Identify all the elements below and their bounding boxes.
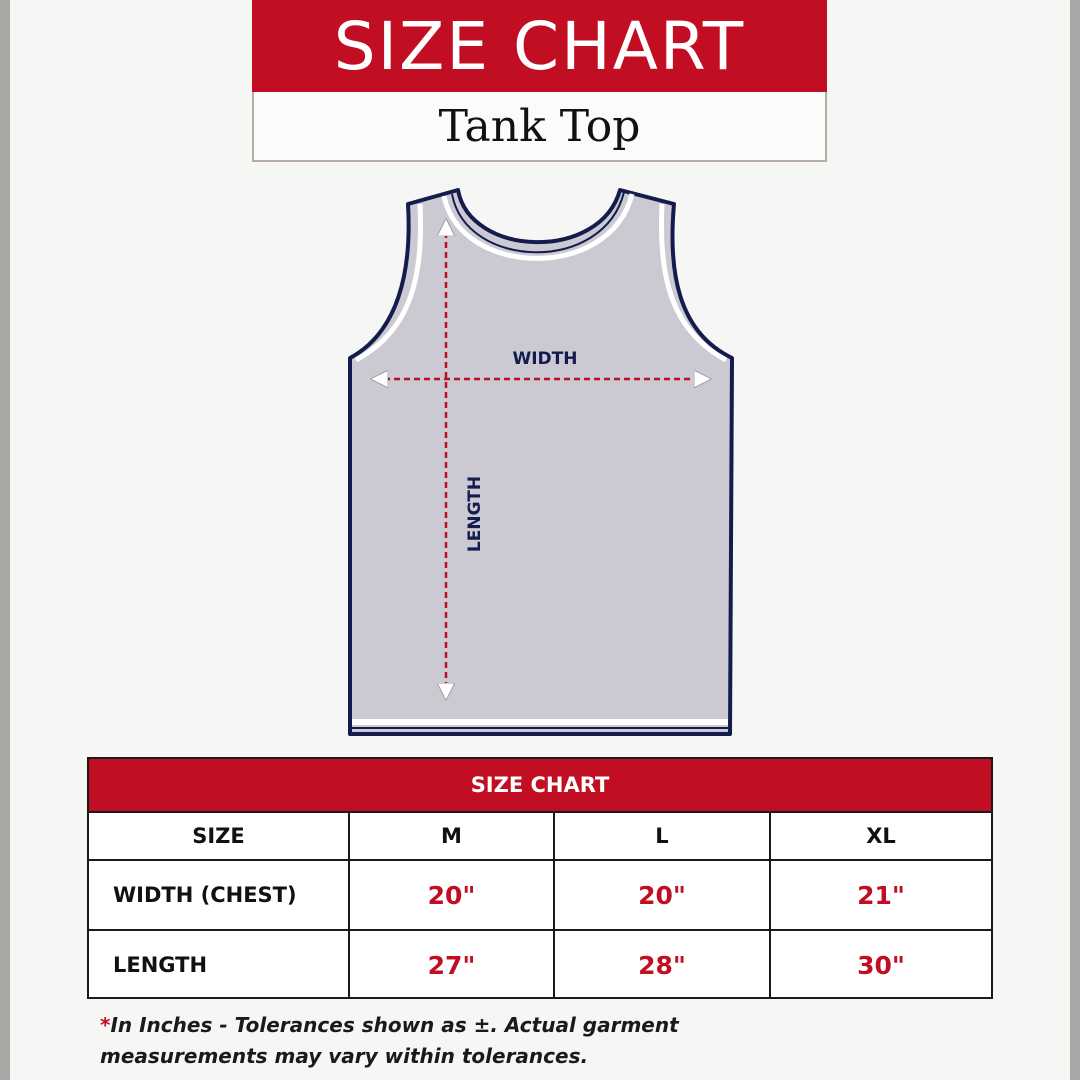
column-header: M <box>350 813 555 859</box>
tank-top-diagram <box>340 182 740 742</box>
row-label: WIDTH (CHEST) <box>89 861 350 929</box>
footnote-line-2: measurements may vary within tolerances. <box>100 1044 589 1068</box>
page-title-text: SIZE CHART <box>333 7 746 85</box>
length-label: LENGTH <box>465 475 485 553</box>
size-table-caption <box>89 759 991 813</box>
size-table-caption-text: SIZE CHART <box>470 773 610 797</box>
tank-top-body <box>350 190 732 734</box>
column-header: L <box>555 813 771 859</box>
measurement-cell: 20" <box>350 861 555 929</box>
footnote-line-1: In Inches - Tolerances shown as ±. Actual garment <box>110 1013 679 1037</box>
measurement-cell: 28" <box>555 931 771 999</box>
width-label: WIDTH <box>512 349 578 369</box>
page-title <box>252 0 827 92</box>
measurement-cell: 30" <box>857 950 905 980</box>
measurement-cell: 21" <box>857 880 905 910</box>
size-table <box>87 757 993 999</box>
size-table-header-row <box>89 813 991 861</box>
measurement-cell: 27" <box>350 931 555 999</box>
tolerance-footnote <box>100 1010 800 1072</box>
product-subtitle-text: Tank Top <box>438 100 641 152</box>
table-row <box>89 931 991 999</box>
measurement-cell: 20" <box>555 861 771 929</box>
footnote-asterisk: * <box>100 1013 111 1037</box>
column-header: XL <box>866 824 896 848</box>
product-subtitle <box>252 92 827 162</box>
row-label: LENGTH <box>89 931 350 999</box>
table-row <box>89 861 991 931</box>
column-header: SIZE <box>89 813 350 859</box>
